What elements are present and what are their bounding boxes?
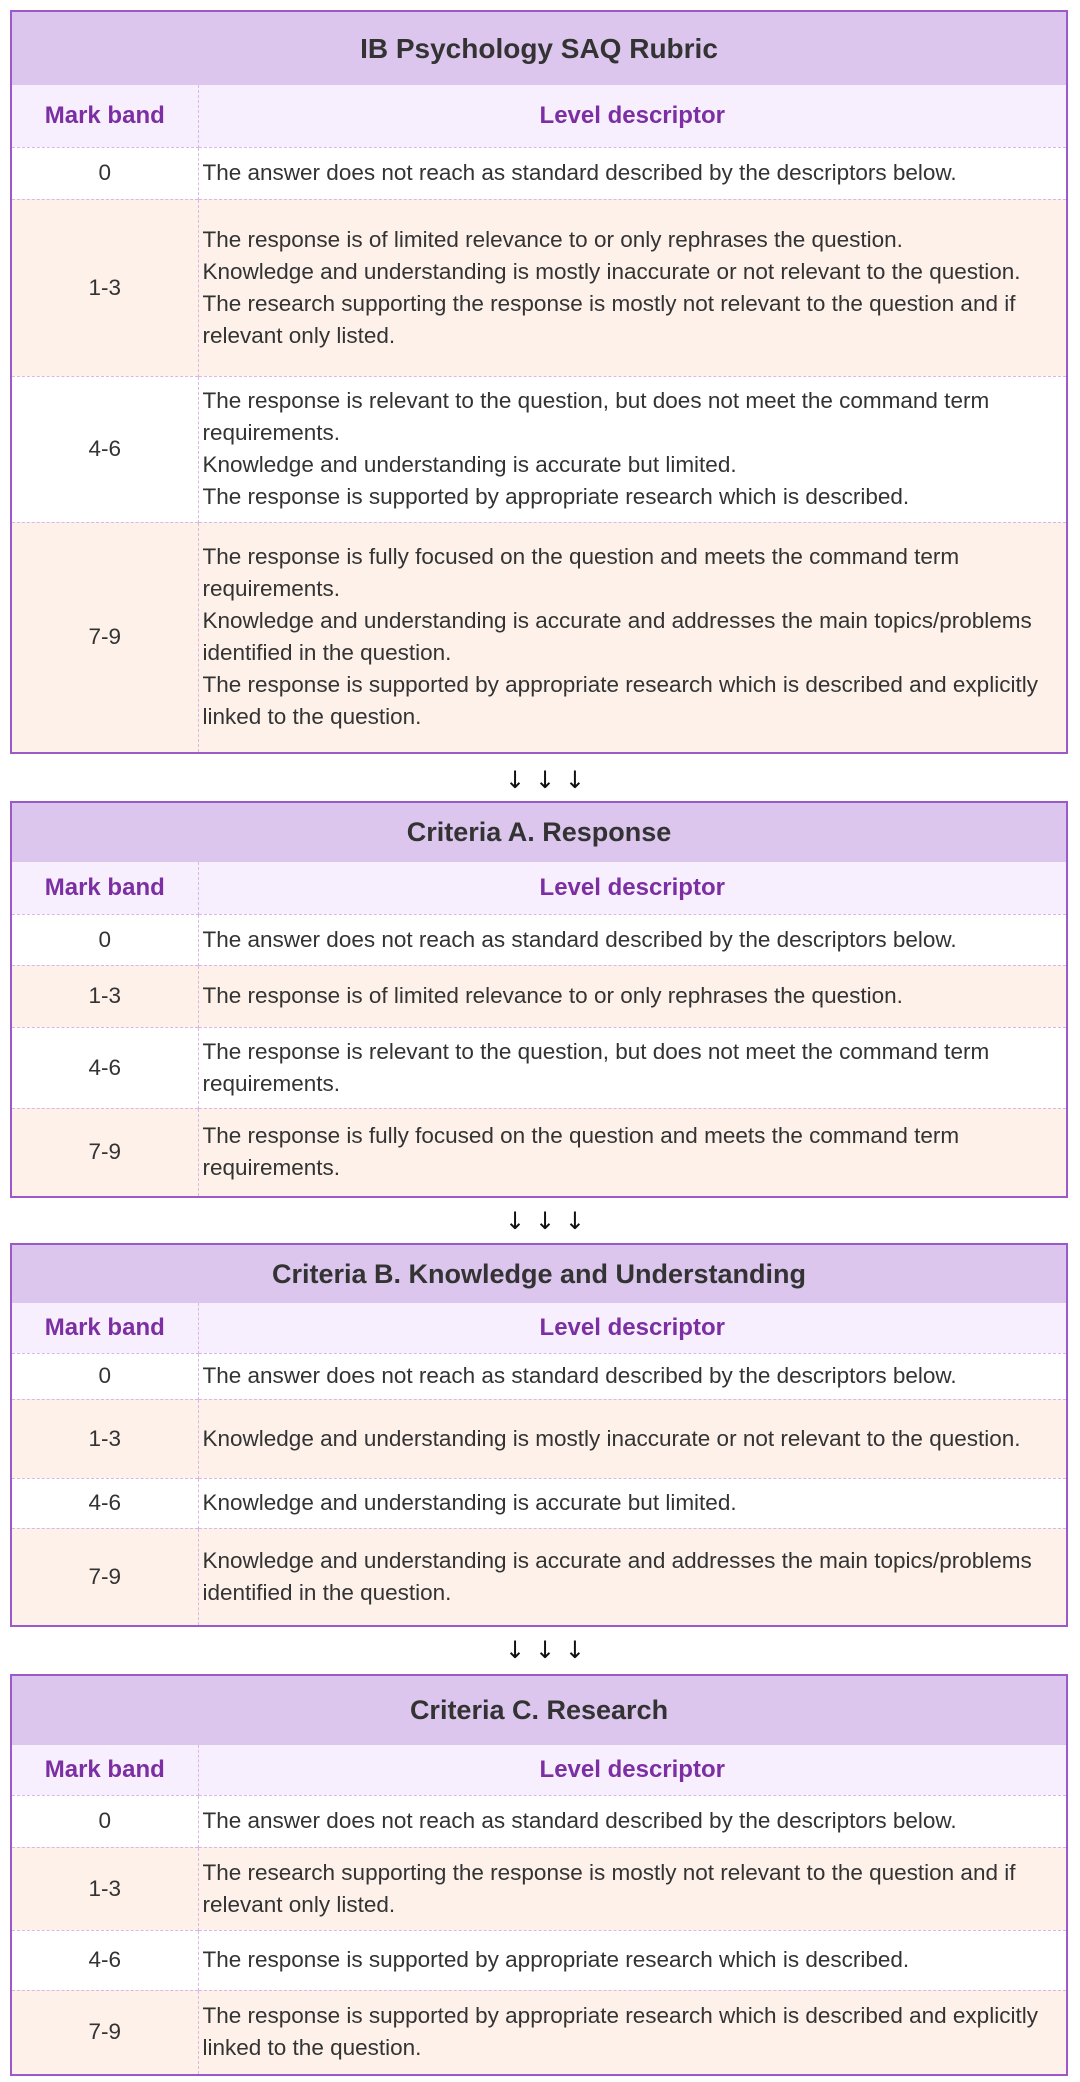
down-arrows [505, 1634, 585, 1666]
column-header-mark-band: Mark band [11, 1303, 198, 1353]
table-row [11, 1353, 1067, 1399]
arrow-down-icon: ↓ [564, 1636, 585, 1664]
descriptor-line: The answer does not reach as standard described by the descriptors below. [202, 1808, 957, 1833]
descriptor-cell [198, 522, 1067, 753]
descriptor-line: The response is supported by appropriate research which is described. [202, 484, 910, 509]
table-row [11, 522, 1067, 753]
table-row [11, 1108, 1067, 1197]
table-title: Criteria A. Response [11, 802, 1067, 862]
arrow-down-icon: ↓ [564, 766, 585, 794]
down-arrows [505, 764, 585, 796]
descriptor-line: The response is fully focused on the question and meets the command term requirements. [202, 544, 960, 602]
mark-band-cell: 4-6 [11, 1027, 198, 1108]
table-row [11, 914, 1067, 965]
descriptor-cell [198, 199, 1067, 376]
descriptor-cell [198, 376, 1067, 522]
descriptor-line: Knowledge and understanding is accurate and addresses the main topics/problems identified in the question. [202, 1547, 1032, 1605]
arrow-down-icon: ↓ [534, 766, 556, 794]
descriptor-cell [198, 1795, 1067, 1847]
table-row [11, 965, 1067, 1027]
table-row [11, 147, 1067, 199]
descriptor-line: The response is of limited relevance to or only rephrases the question. [202, 983, 903, 1008]
descriptor-cell [198, 1528, 1067, 1626]
descriptor-cell [198, 965, 1067, 1027]
rubric-table-criteria-c [10, 1674, 1068, 2076]
column-header-mark-band: Mark band [11, 85, 198, 147]
table-row [11, 1930, 1067, 1990]
rubric-table-saq [10, 10, 1068, 754]
descriptor-line: Knowledge and understanding is accurate and addresses the main topics/problems identified in the question. [202, 608, 1032, 666]
descriptor-cell [198, 147, 1067, 199]
mark-band-cell: 7-9 [11, 1528, 198, 1626]
rubric-table-criteria-b [10, 1243, 1068, 1627]
mark-band-cell: 1-3 [11, 199, 198, 376]
descriptor-cell [198, 1353, 1067, 1399]
arrow-down-icon: ↓ [534, 1207, 556, 1235]
arrow-down-icon: ↓ [534, 1636, 556, 1664]
mark-band-cell: 4-6 [11, 1478, 198, 1528]
table-row [11, 1027, 1067, 1108]
descriptor-line: The response is of limited relevance to or only rephrases the question. [202, 226, 903, 252]
descriptor-line: Knowledge and understanding is accurate but limited. [202, 1490, 737, 1515]
descriptor-line: The response is supported by appropriate research which is described and explicitly linked to the question. [202, 672, 1038, 730]
mark-band-cell: 1-3 [11, 965, 198, 1027]
table-row [11, 1528, 1067, 1626]
descriptor-cell [198, 1990, 1067, 2075]
descriptor-cell [198, 1478, 1067, 1528]
column-header-mark-band: Mark band [11, 862, 198, 914]
descriptor-line: Knowledge and understanding is mostly inaccurate or not relevant to the question. [202, 1425, 1021, 1451]
table-row [11, 1795, 1067, 1847]
descriptor-line: Knowledge and understanding is mostly inaccurate or not relevant to the question. [202, 258, 1021, 284]
table-title: IB Psychology SAQ Rubric [11, 11, 1067, 85]
table-row [11, 376, 1067, 522]
descriptor-cell [198, 1847, 1067, 1930]
descriptor-line: The research supporting the response is mostly not relevant to the question and if relevant only listed. [202, 290, 1016, 348]
column-header-level-descriptor: Level descriptor [198, 862, 1067, 914]
mark-band-cell: 0 [11, 1795, 198, 1847]
descriptor-line: The response is supported by appropriate research which is described. [202, 1947, 910, 1972]
descriptor-line: The answer does not reach as standard described by the descriptors below. [202, 926, 957, 952]
mark-band-cell: 1-3 [11, 1847, 198, 1930]
mark-band-cell: 0 [11, 1353, 198, 1399]
mark-band-cell: 7-9 [11, 522, 198, 753]
column-header-level-descriptor: Level descriptor [198, 85, 1067, 147]
table-title: Criteria B. Knowledge and Understanding [11, 1244, 1067, 1303]
descriptor-line: The research supporting the response is mostly not relevant to the question and if relevant only listed. [202, 1859, 1016, 1917]
mark-band-cell: 0 [11, 147, 198, 199]
descriptor-line: The answer does not reach as standard described by the descriptors below. [202, 160, 957, 185]
descriptor-line: The response is supported by appropriate research which is described and explicitly linked to the question. [202, 2003, 1038, 2061]
arrow-down-icon: ↓ [505, 766, 526, 794]
mark-band-cell: 0 [11, 914, 198, 965]
descriptor-line: The response is relevant to the question, but does not meet the command term requirements. [202, 388, 990, 445]
column-header-level-descriptor: Level descriptor [198, 1745, 1067, 1795]
descriptor-cell [198, 1027, 1067, 1108]
descriptor-line: The answer does not reach as standard described by the descriptors below. [202, 1363, 957, 1388]
down-arrows [505, 1205, 585, 1237]
descriptor-line: The response is relevant to the question, but does not meet the command term requirements. [202, 1038, 990, 1096]
table-row [11, 1847, 1067, 1930]
column-header-mark-band: Mark band [11, 1745, 198, 1795]
mark-band-cell: 4-6 [11, 1930, 198, 1990]
table-row [11, 1399, 1067, 1478]
table-row [11, 1478, 1067, 1528]
descriptor-line: The response is fully focused on the question and meets the command term requirements. [202, 1123, 960, 1181]
table-row [11, 1990, 1067, 2075]
descriptor-cell [198, 1399, 1067, 1478]
descriptor-cell [198, 914, 1067, 965]
rubric-table-criteria-a [10, 801, 1068, 1198]
descriptor-line: Knowledge and understanding is accurate but limited. [202, 452, 737, 477]
mark-band-cell: 4-6 [11, 376, 198, 522]
mark-band-cell: 1-3 [11, 1399, 198, 1478]
arrow-down-icon: ↓ [505, 1636, 526, 1664]
mark-band-cell: 7-9 [11, 1990, 198, 2075]
table-row [11, 199, 1067, 376]
mark-band-cell: 7-9 [11, 1108, 198, 1197]
column-header-level-descriptor: Level descriptor [198, 1303, 1067, 1353]
table-title: Criteria C. Research [11, 1675, 1067, 1745]
descriptor-cell [198, 1108, 1067, 1197]
descriptor-cell [198, 1930, 1067, 1990]
arrow-down-icon: ↓ [505, 1207, 526, 1235]
arrow-down-icon: ↓ [564, 1207, 585, 1235]
